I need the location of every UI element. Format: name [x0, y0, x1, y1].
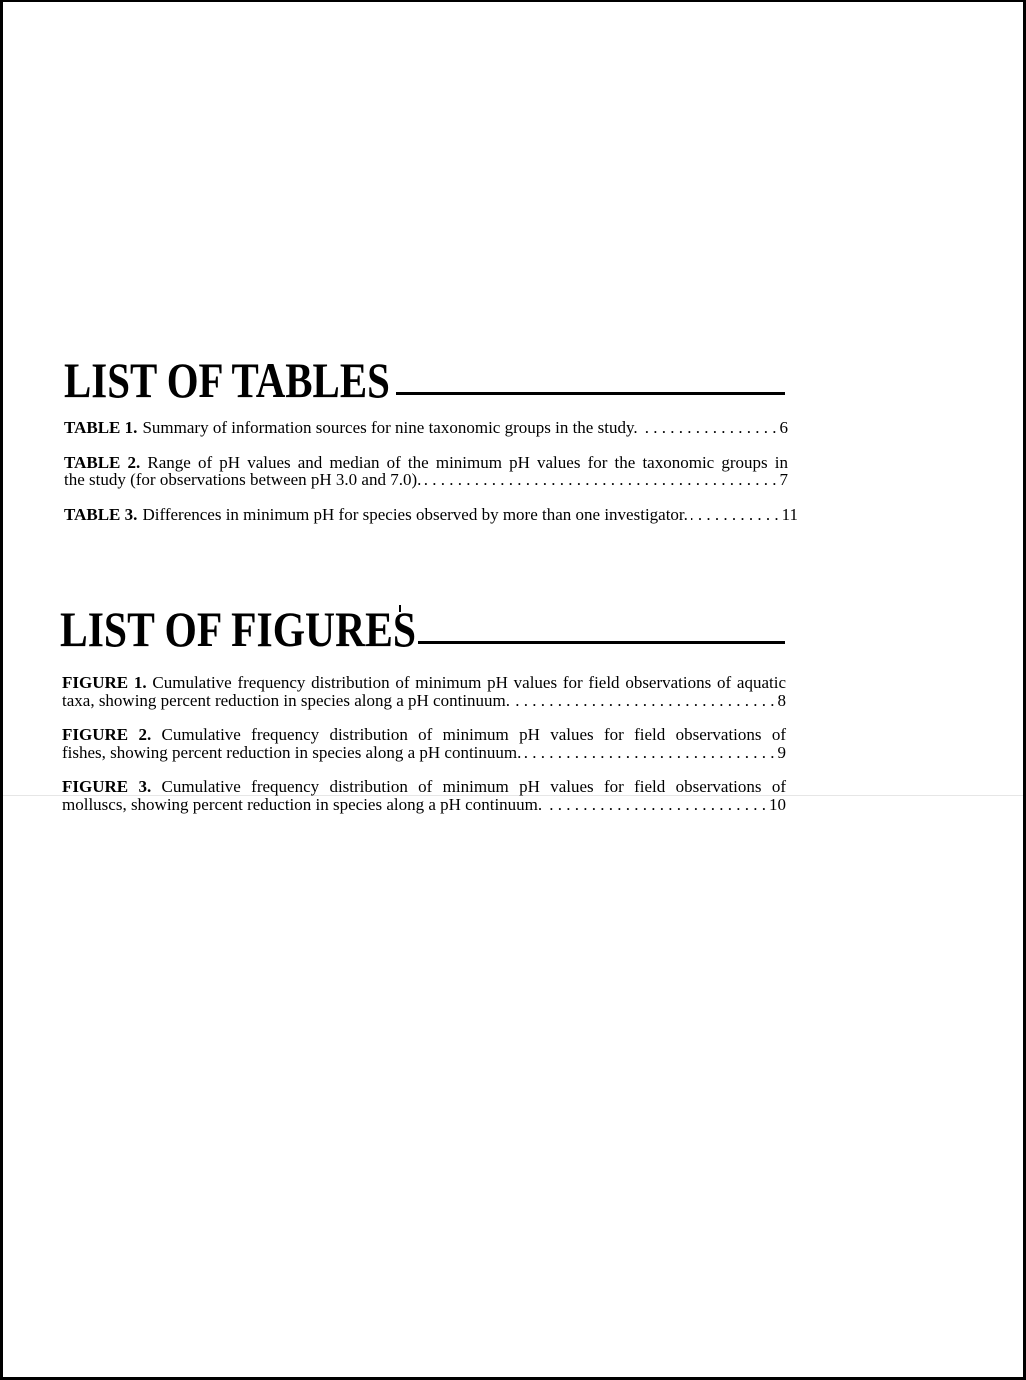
page-number: 6	[779, 418, 788, 437]
entry-text: taxa, showing percent reduction in species along a pH continuum.	[62, 690, 511, 710]
entry-label: TABLE 3.	[64, 504, 138, 524]
entry-line	[62, 692, 786, 710]
entry-text: molluscs, showing percent reduction in species along a pH continuum.	[62, 794, 543, 814]
list-of-figures-heading: LIST OF FIGURES	[60, 601, 417, 657]
entry-text: Cumulative frequency distribution of minimum pH values for field observations of aquatic	[152, 673, 786, 692]
entry-label: FIGURE 3.	[62, 777, 152, 796]
entry-text: Cumulative frequency distribution of minimum pH values for field observations of	[161, 725, 786, 744]
figure-entry-2	[62, 726, 786, 761]
entry-label: FIGURE 2.	[62, 725, 152, 744]
page-number: 7	[779, 470, 788, 489]
entry-text: the study (for observations between pH 3.0 and 7.0).	[64, 470, 422, 489]
dot-leader	[691, 506, 779, 524]
table-entry-3	[64, 504, 798, 524]
figure-entry-1	[62, 674, 786, 709]
heading-rule	[396, 392, 785, 395]
entry-line	[62, 726, 786, 744]
dot-leader	[513, 692, 774, 710]
entry-label: TABLE 1.	[64, 418, 138, 437]
page-number: 11	[781, 504, 798, 524]
entry-line	[62, 778, 786, 796]
entry-line	[64, 506, 798, 524]
entry-line	[64, 471, 788, 489]
entry-label: TABLE 2.	[64, 452, 141, 472]
list-of-tables-heading: LIST OF TABLES	[64, 352, 390, 408]
table-entry-2	[64, 454, 788, 489]
page-number: 9	[777, 742, 786, 762]
entry-line	[62, 674, 786, 692]
entry-label: FIGURE 1.	[62, 673, 147, 692]
table-entry-1	[64, 419, 788, 437]
entry-text: Range of pH values and median of the minimum pH values for the taxonomic groups in	[147, 452, 788, 472]
dot-leader	[545, 796, 766, 814]
list-of-tables	[64, 418, 798, 540]
heading-rule	[418, 641, 785, 644]
dot-leader	[424, 471, 776, 489]
entry-line	[64, 419, 788, 437]
entry-line	[62, 744, 786, 762]
entry-text: Summary of information sources for nine taxonomic groups in the study.	[142, 418, 638, 437]
figure-entry-3	[62, 778, 786, 813]
page-number: 8	[777, 690, 786, 710]
entry-text: Cumulative frequency distribution of minimum pH values for field observations of	[161, 777, 786, 796]
page-number: 10	[769, 794, 786, 814]
dot-leader	[641, 419, 777, 437]
dot-leader	[524, 744, 774, 762]
entry-line	[64, 454, 788, 472]
list-of-figures	[62, 674, 786, 830]
entry-text: Differences in minimum pH for species observed by more than one investigator.	[142, 504, 688, 524]
entry-text: fishes, showing percent reduction in species along a pH continuum.	[62, 742, 522, 762]
entry-line	[62, 796, 786, 814]
